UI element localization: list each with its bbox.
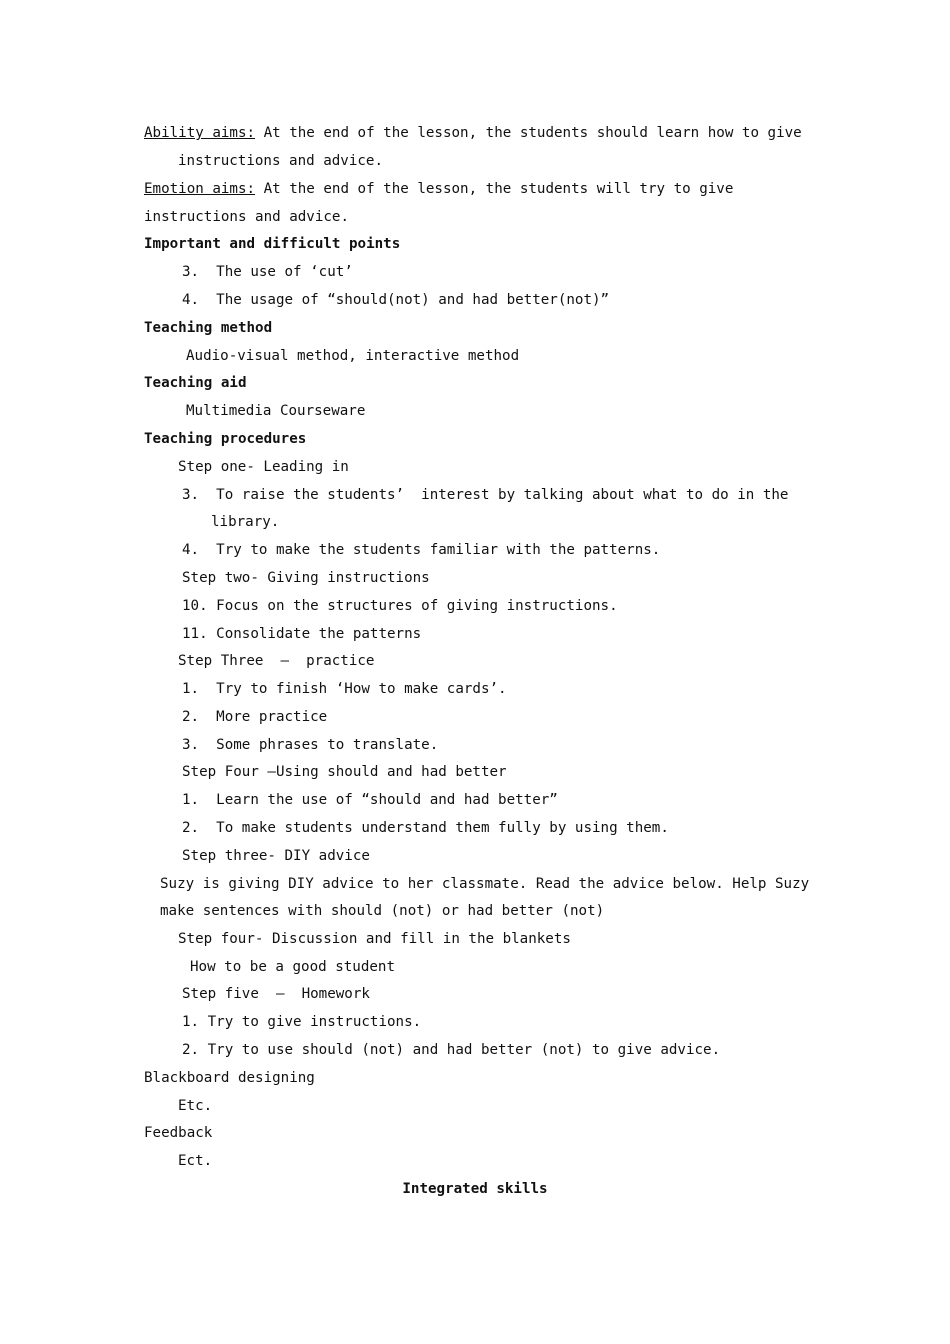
feedback-heading: Feedback [144, 1125, 213, 1141]
step-heading: Step three- DIY advice [182, 848, 370, 864]
teaching-procedures-heading: Teaching procedures [144, 431, 307, 447]
teaching-aid-text: Multimedia Courseware [186, 403, 366, 419]
emotion-aims-label: Emotion aims: [144, 181, 256, 197]
step-heading: Step one- Leading in [178, 459, 349, 475]
step-heading: Step Four –Using should and had better [182, 764, 507, 780]
step-item: 4. Try to make the students familiar with the patterns. [182, 542, 661, 558]
diy-advice-continuation: make sentences with should (not) or had better (not) [160, 903, 605, 919]
ability-aims-text: At the end of the lesson, the students should learn how to give [255, 125, 802, 141]
step-item: 1. Try to give instructions. [182, 1014, 422, 1030]
blackboard-text: Etc. [178, 1098, 213, 1114]
teaching-method-text: Audio-visual method, interactive method [186, 348, 520, 364]
step-item: 3. Some phrases to translate. [182, 737, 439, 753]
step-item: 2. To make students understand them fully by using them. [182, 820, 669, 836]
important-point-item: 3. The use of ‘cut’ [182, 264, 353, 280]
important-point-item: 4. The usage of “should(not) and had better(not)” [182, 292, 610, 308]
blackboard-heading: Blackboard designing [144, 1070, 315, 1086]
teaching-method-heading: Teaching method [144, 320, 273, 336]
step-item-continuation: library. [211, 514, 280, 530]
ability-aims-line [144, 123, 802, 143]
step-item: 1. Learn the use of “should and had better” [182, 792, 558, 808]
important-points-heading: Important and difficult points [144, 236, 401, 252]
step-item: 10. Focus on the structures of giving instructions. [182, 598, 618, 614]
step-item: 1. Try to finish ‘How to make cards’. [182, 681, 507, 697]
diy-advice-text: Suzy is giving DIY advice to her classmate. Read the advice below. Help Suzy [160, 876, 810, 892]
step-heading: Step five – Homework [182, 986, 370, 1002]
step-heading: Step four- Discussion and fill in the blankets [178, 931, 571, 947]
section-title: Integrated skills [402, 1181, 548, 1197]
step-item: 2. Try to use should (not) and had better (not) to give advice. [182, 1042, 721, 1058]
ability-aims-label: Ability aims: [144, 125, 256, 141]
step-heading: Step two- Giving instructions [182, 570, 430, 586]
step-heading: Step Three – practice [178, 653, 375, 669]
teaching-aid-heading: Teaching aid [144, 375, 247, 391]
emotion-aims-line [144, 179, 733, 199]
discussion-topic: How to be a good student [190, 959, 395, 975]
step-item: 3. To raise the students’ interest by talking about what to do in the [182, 487, 789, 503]
emotion-aims-continuation: instructions and advice. [144, 209, 349, 225]
feedback-text: Ect. [178, 1153, 213, 1169]
step-item: 2. More practice [182, 709, 328, 725]
step-item: 11. Consolidate the patterns [182, 626, 422, 642]
ability-aims-continuation: instructions and advice. [178, 153, 383, 169]
emotion-aims-text: At the end of the lesson, the students will try to give [255, 181, 734, 197]
